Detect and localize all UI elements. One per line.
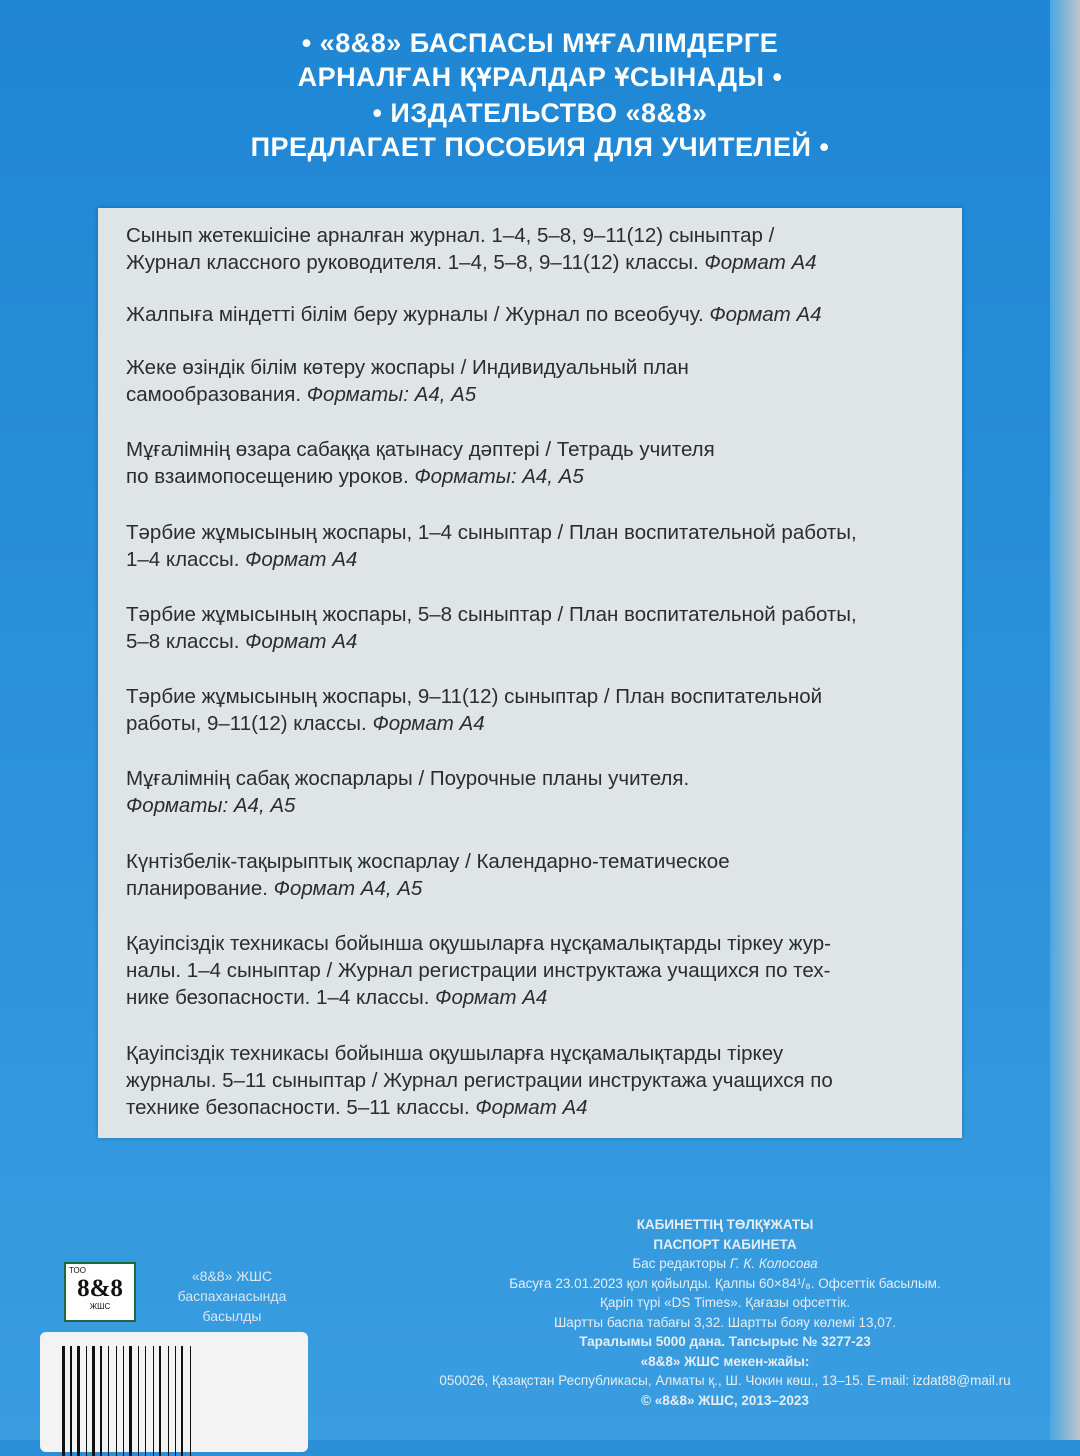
list-item [126,222,946,276]
list-item [126,765,946,819]
item-line: Мұғалімнің өзара сабаққа қатынасу дәптері / Тетрадь учителя [126,438,715,461]
item-line: Қауіпсіздік техникасы бойынша оқушыларға нұсқамалықтарды тіркеу [126,1042,784,1065]
header [220,26,860,164]
item-line: 1–4 классы. [126,548,246,571]
header-line-3: • ИЗДАТЕЛЬСТВО «8&8» [372,98,708,128]
item-format: Форматы: А4, А5 [306,383,477,406]
header-line-2: АРНАЛҒАН ҚҰРАЛДАР ҰСЫНАДЫ • [297,62,783,92]
item-format: Форматы: А4, А5 [414,465,584,488]
printed-note [162,1266,302,1326]
item-line: 5–8 классы. [126,630,246,653]
list-item [126,436,946,490]
page-edge [1050,0,1080,1440]
item-line: Тәрбие жұмысының жоспары, 5–8 сыныптар / План воспитательной работы, [126,603,857,626]
item-format: Формат А4 [372,712,485,735]
list-item [126,930,946,1011]
item-line: нике безопасности. 1–4 классы. [126,986,436,1009]
item-format: Формат А4, А5 [273,877,423,900]
item-line: журналы. 5–11 сыныптар / Журнал регистрации инструктажа учащихся по [126,1069,833,1092]
item-line: по взаимопосещению уроков. [126,465,415,488]
item-format: Формат А4 [709,303,822,326]
item-format: Формат А4 [435,986,548,1009]
imprint-line: Басуға 23.01.2023 қол қойылды. Қалпы 60×84¹/₈. Офсеттік басылым. [509,1275,941,1291]
imprint-title-kz: КАБИНЕТТІҢ ТӨЛҚҰЖАТЫ [636,1217,814,1232]
item-line: Қауіпсіздік техникасы бойынша оқушыларға нұсқамалықтарды тіркеу жур- [126,932,831,955]
imprint-line: «8&8» ЖШС мекен-жайы: [640,1353,810,1369]
item-line: самообразования. [126,383,307,406]
item-line: Мұғалімнің сабақ жоспарлары / Поурочные планы учителя. [126,767,690,790]
imprint-line: © «8&8» ЖШС, 2013–2023 [641,1392,809,1408]
list-item [126,1040,946,1121]
printed-line: басылды [202,1308,262,1324]
header-line-1: • «8&8» БАСПАСЫ МҰҒАЛІМДЕРГЕ [301,28,779,58]
imprint [400,1215,1050,1410]
list-item [126,601,946,655]
item-line: Жалпыға міндетті білім беру журналы / Журнал по всеобучу. [126,303,710,326]
logo-main-text: 8&8 [77,1275,123,1302]
list-item [126,683,946,737]
list-item [126,519,946,573]
list-item [126,848,946,902]
item-format: Форматы: А4, А5 [126,794,296,817]
logo-top-text: ТОО [69,1266,86,1275]
item-line: Тәрбие жұмысының жоспары, 1–4 сыныптар / План воспитательной работы, [126,521,857,544]
item-line: работы, 9–11(12) классы. [126,712,373,735]
imprint-line: Шартты баспа табағы 3,32. Шартты бояу көлемі 13,07. [553,1314,897,1330]
imprint-line: Таралымы 5000 дана. Тапсырыс № 3277-23 [579,1334,871,1349]
imprint-line: Қаріп түрі «DS Times». Қағазы офсеттік. [600,1295,850,1310]
item-line: Тәрбие жұмысының жоспары, 9–11(12) сыныптар / План воспитательной [126,685,823,708]
editor-label: Бас редакторы [632,1256,730,1271]
item-line: налы. 1–4 сыныптар / Журнал регистрации инструктажа учащихся по тех- [126,959,831,982]
list-item [126,354,946,408]
item-line: Журнал классного руководителя. 1–4, 5–8, 9–11(12) классы. [126,251,705,274]
item-line: Жеке өзіндік білім көтеру жоспары / Индивидуальный план [126,356,689,379]
printed-line: «8&8» ЖШС [191,1268,273,1284]
item-line: Сынып жетекшісіне арналған журнал. 1–4, 5–8, 9–11(12) сыныптар / [126,224,775,247]
imprint-title-ru: ПАСПОРТ КАБИНЕТА [653,1236,797,1252]
item-line: технике безопасности. 5–11 классы. [126,1096,476,1119]
header-line-4: ПРЕДЛАГАЕТ ПОСОБИЯ ДЛЯ УЧИТЕЛЕЙ • [250,132,830,162]
editor-name: Г. К. Колосова [729,1256,818,1271]
list-item [126,301,946,328]
printed-line: баспаханасында [177,1288,287,1304]
product-list-panel [98,208,962,1138]
logo-bottom-text: ЖШС [89,1302,111,1311]
item-line: планирование. [126,877,274,900]
barcode [40,1332,308,1452]
publisher-logo [64,1262,136,1322]
item-format: Формат А4 [704,251,817,274]
imprint-line: 050026, Қазақстан Республикасы, Алматы қ., Ш. Чокин көш., 13–15. E-mail: izdat88@mail.ru [439,1373,1011,1388]
item-format: Формат А4 [475,1096,588,1119]
item-format: Формат А4 [245,630,358,653]
item-line: Күнтізбелік-тақырыптық жоспарлау / Календарно-тематическое [126,850,730,873]
item-format: Формат А4 [245,548,358,571]
